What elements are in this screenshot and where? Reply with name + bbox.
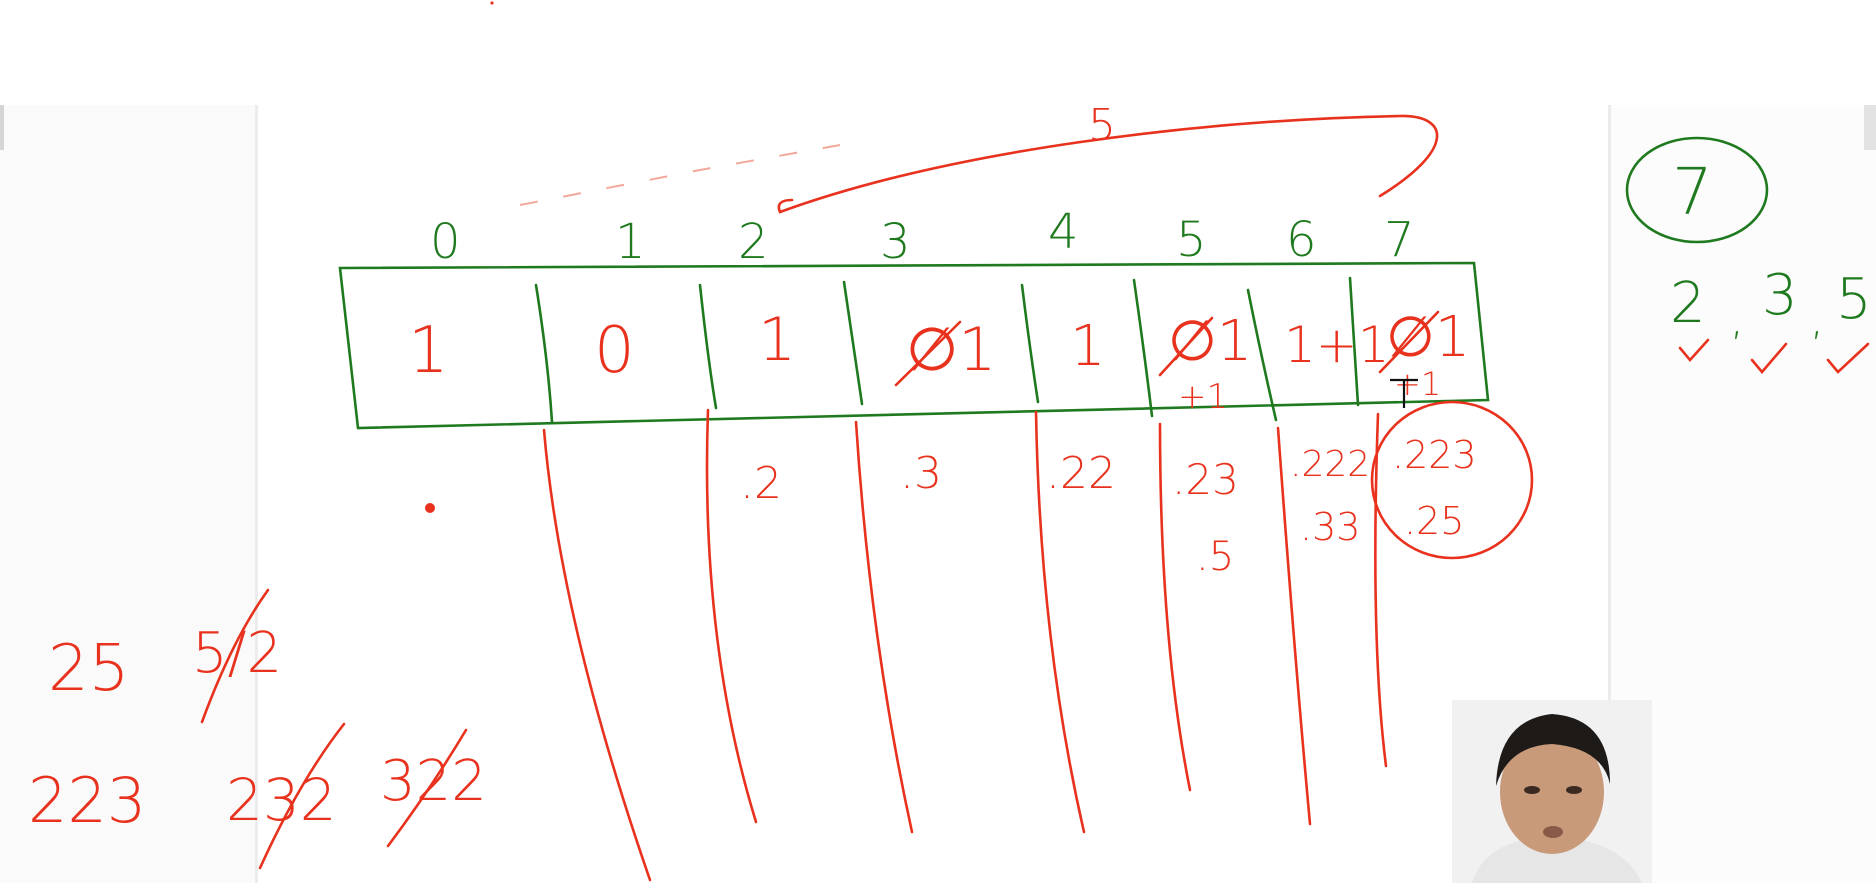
note-5-2: 5/2 bbox=[192, 621, 283, 686]
side-item-3: 5 bbox=[1836, 267, 1872, 332]
cell-values bbox=[408, 305, 1470, 417]
circled-number: 7 bbox=[1672, 156, 1713, 230]
below-c7-1: .223 bbox=[1392, 433, 1477, 477]
column-line-6 bbox=[1278, 428, 1310, 824]
cell-increment-7: +1 bbox=[1394, 365, 1442, 403]
below-c3-1: .3 bbox=[900, 448, 942, 499]
side-item-1: 2 bbox=[1670, 271, 1706, 336]
presenter-webcam bbox=[1452, 700, 1652, 883]
column-lines bbox=[544, 410, 1386, 880]
note-232: 232 bbox=[226, 766, 337, 834]
below-values bbox=[425, 402, 1532, 580]
top-margin bbox=[0, 0, 1876, 105]
side-sep-2: , bbox=[1810, 294, 1824, 345]
left-edge-tab bbox=[0, 105, 4, 150]
below-c6-1: .222 bbox=[1290, 444, 1371, 485]
cell-value-6: 1+1 bbox=[1284, 316, 1390, 374]
index-label-7: 7 bbox=[1384, 212, 1415, 268]
cell-value-7: ∅1 bbox=[1386, 305, 1471, 370]
note-322: 322 bbox=[380, 749, 487, 814]
faint-dashes bbox=[520, 145, 840, 205]
right-edge-tab bbox=[1864, 105, 1876, 150]
cell-increment-5: +1 bbox=[1178, 377, 1229, 417]
arc-label: 5 bbox=[1088, 100, 1116, 151]
cell-divider-1 bbox=[536, 285, 552, 422]
below-c5-2: .5 bbox=[1196, 534, 1235, 580]
cell-value-1: 0 bbox=[594, 314, 635, 388]
index-labels bbox=[430, 204, 1415, 270]
below-c6-2: .33 bbox=[1300, 505, 1361, 549]
cell-value-2: 1 bbox=[758, 305, 797, 375]
stray-dot bbox=[490, 1, 493, 4]
index-label-0: 0 bbox=[430, 214, 461, 270]
index-label-4: 4 bbox=[1048, 204, 1079, 260]
below-c7-2: .25 bbox=[1404, 499, 1465, 543]
side-sep-1: , bbox=[1730, 294, 1744, 345]
side-item-2: 3 bbox=[1762, 263, 1798, 328]
cell-value-5: ∅1 bbox=[1168, 309, 1253, 374]
index-label-3: 3 bbox=[880, 214, 911, 270]
cell-value-4: 1 bbox=[1070, 314, 1106, 379]
cell-divider-5 bbox=[1134, 280, 1152, 416]
cell-divider-3 bbox=[844, 282, 862, 404]
index-label-2: 2 bbox=[738, 214, 769, 270]
cell-divider-2 bbox=[700, 285, 716, 408]
column-line-1 bbox=[544, 430, 650, 880]
below-c2-1: .2 bbox=[740, 458, 782, 509]
cell-value-0: 1 bbox=[408, 314, 449, 388]
cell-divider-4 bbox=[1022, 285, 1038, 402]
below-c4-1: .22 bbox=[1046, 448, 1116, 499]
index-label-1: 1 bbox=[615, 214, 646, 270]
column-line-7 bbox=[1375, 414, 1386, 766]
index-0-dot bbox=[425, 503, 435, 513]
presenter-mouth bbox=[1543, 826, 1563, 838]
presenter-right-eye bbox=[1566, 786, 1582, 794]
index-label-6: 6 bbox=[1286, 212, 1317, 268]
note-223: 223 bbox=[28, 764, 147, 837]
index-label-5: 5 bbox=[1176, 212, 1207, 268]
note-25: 25 bbox=[48, 632, 130, 706]
presenter-left-eye bbox=[1524, 786, 1540, 794]
cell-value-3: ∅1 bbox=[906, 315, 997, 385]
below-c5-1: .23 bbox=[1172, 455, 1239, 504]
